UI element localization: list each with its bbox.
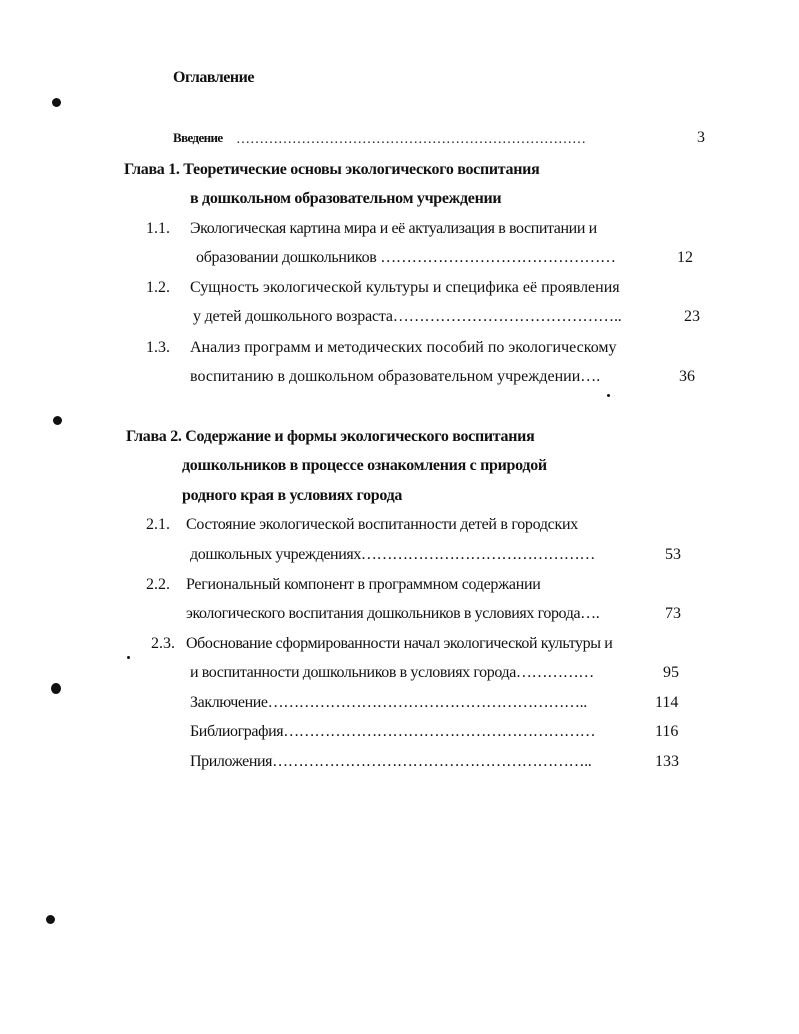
scan-speck	[127, 656, 130, 659]
toc-intro-page: 3	[697, 129, 705, 146]
appendices-page: 133	[655, 753, 679, 770]
scan-speck	[46, 915, 55, 924]
section-title-cont: у детей дошкольного возраста……………………………………..	[193, 308, 622, 325]
section-page: 12	[677, 249, 693, 266]
section-number: 2.1.	[146, 516, 170, 533]
scan-speck	[53, 416, 62, 425]
section-title: Анализ программ и методических пособий по экологическому	[190, 339, 617, 356]
scan-speck	[51, 683, 61, 694]
bibliography-page: 116	[655, 723, 679, 740]
conclusion-title: Заключение……………………………………………………..	[190, 694, 587, 711]
section-number: 1.2.	[146, 279, 170, 296]
conclusion-page: 114	[655, 694, 679, 711]
chapter2-title-cont2: родного края в условиях города	[182, 487, 403, 504]
section-title: Экологическая картина мира и её актуализация в воспитании и	[190, 220, 597, 237]
section-title-cont: образовании дошкольников ………………………………………	[196, 249, 616, 266]
section-title-cont: и воспитанности дошкольников в условиях города……………	[190, 664, 594, 681]
toc-intro-title: Введение	[173, 130, 223, 145]
section-number: 2.3.	[151, 635, 175, 652]
section-title: Обоснование сформированности начал экологической культуры и	[186, 635, 613, 652]
section-title-cont: воспитанию в дошкольном образовательном учреждении….	[190, 368, 601, 385]
bibliography-title: Библиография……………………………………………………	[190, 723, 596, 740]
section-page: 95	[663, 664, 679, 681]
scan-speck	[607, 394, 610, 397]
chapter1-title-cont: в дошкольном образовательном учреждении	[190, 190, 502, 207]
toc-intro-dots: …………………………………………………………………	[236, 132, 586, 147]
chapter2-title-cont: дошкольников в процессе ознакомления с природой	[182, 457, 547, 474]
section-title-cont: экологического воспитания дошкольников в условиях города….	[186, 605, 600, 622]
toc-heading: Оглавление	[173, 69, 254, 86]
section-page: 23	[684, 308, 700, 325]
section-number: 1.3.	[146, 339, 170, 356]
chapter1-title: Глава 1. Теоретические основы экологического воспитания	[124, 161, 540, 178]
chapter2-title: Глава 2. Содержание и формы экологического воспитания	[126, 428, 535, 445]
scan-speck	[52, 98, 61, 107]
section-page: 36	[679, 368, 695, 385]
section-title: Состояние экологической воспитанности детей в городских	[186, 516, 578, 533]
section-number: 1.1.	[146, 220, 170, 237]
section-page: 73	[665, 605, 681, 622]
section-title: Региональный компонент в программном содержании	[186, 576, 541, 593]
section-title: Сущность экологической культуры и специфика её проявления	[190, 279, 620, 296]
section-title-cont: дошкольных учреждениях………………………………………	[190, 546, 595, 563]
section-number: 2.2.	[146, 576, 170, 593]
appendices-title: Приложения……………………………………………………..	[190, 753, 592, 770]
section-page: 53	[665, 546, 681, 563]
